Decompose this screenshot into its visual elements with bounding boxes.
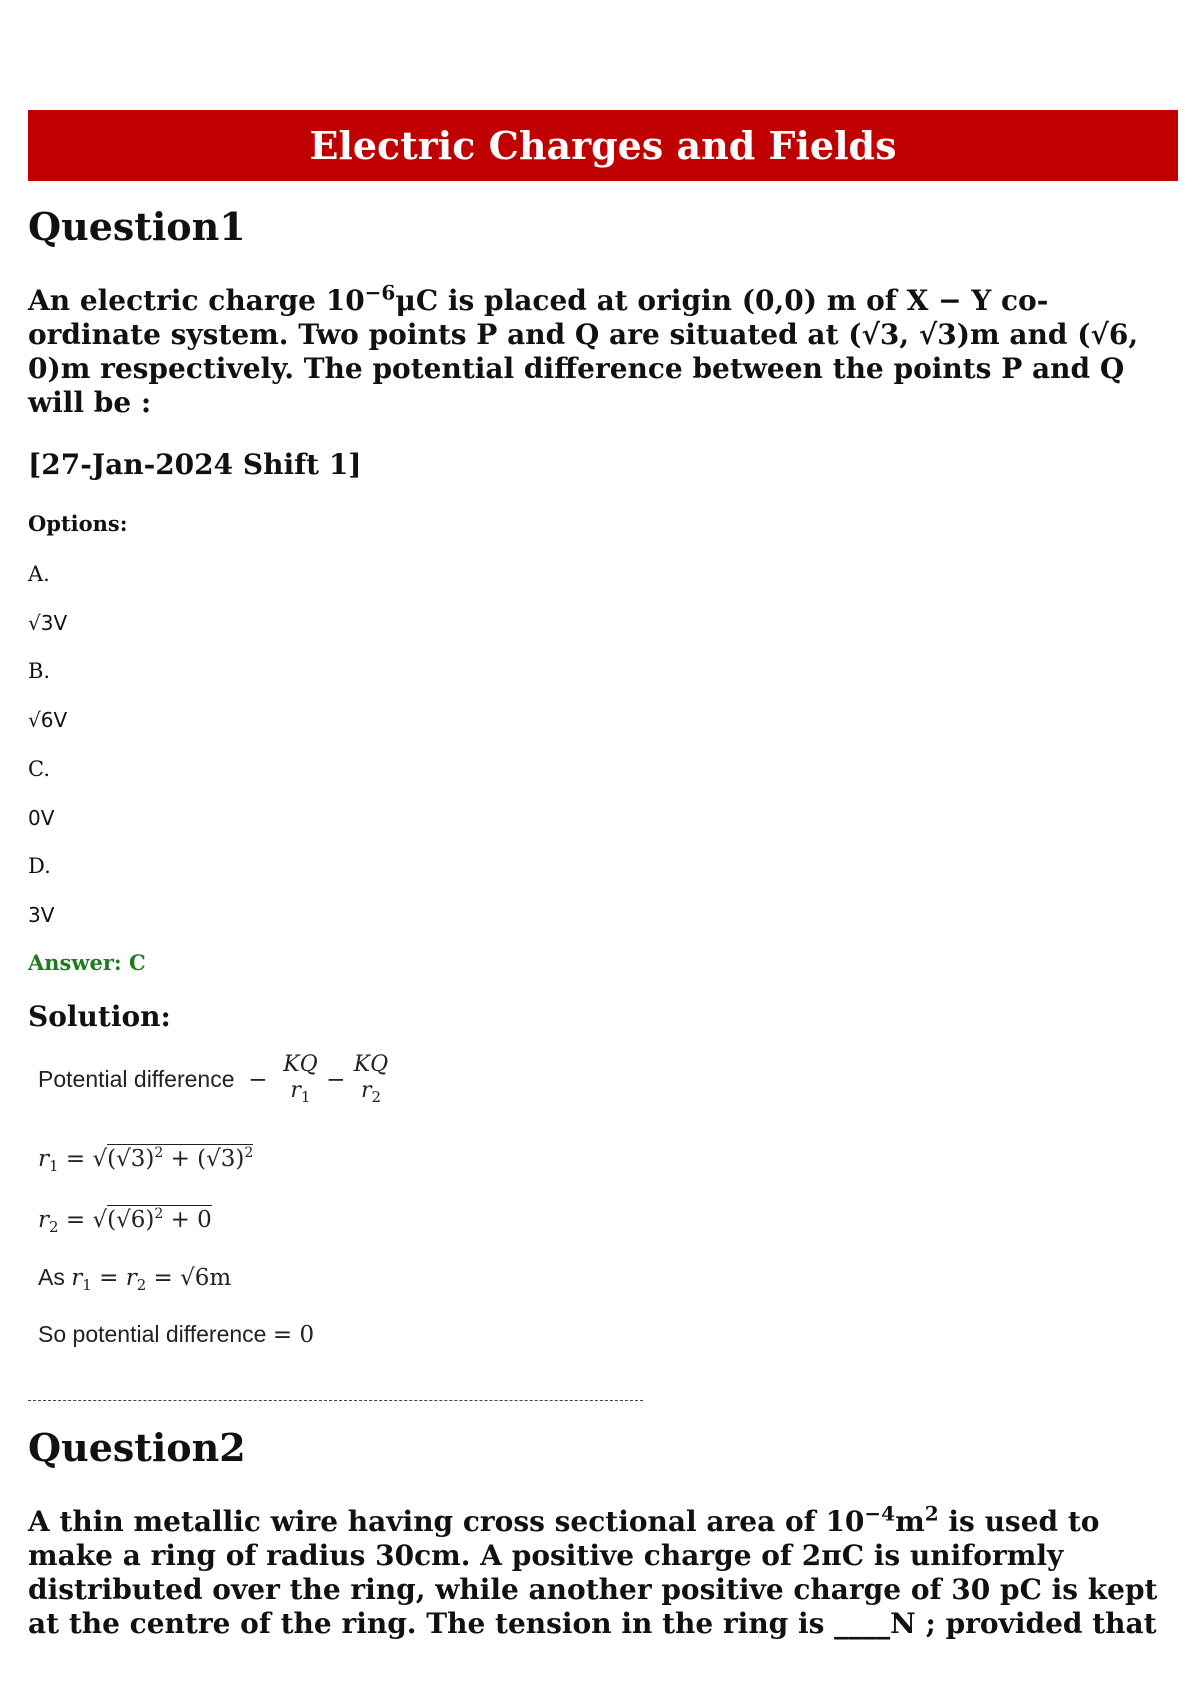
chapter-banner bbox=[28, 110, 1178, 181]
fraction-kq-r1: KQ $r_1$ bbox=[283, 1052, 318, 1106]
solution-line-5 bbox=[38, 1321, 314, 1348]
solution-unit-m: m bbox=[209, 1265, 232, 1291]
question-2-title: Question2 bbox=[28, 1425, 246, 1470]
option-a-letter: A. bbox=[28, 562, 50, 586]
solution-line-1: Potential difference − KQ $r_1$ − KQ $r_2$ bbox=[38, 1052, 390, 1110]
option-c-letter: C. bbox=[28, 757, 50, 781]
options-label: Options: bbox=[28, 511, 128, 536]
solution-line-5-value: = 0 bbox=[272, 1322, 315, 1348]
question-divider bbox=[28, 1400, 643, 1401]
question-1-text-b: μC is placed at origin (0,0) m of X − Y co-ordinate system. Two points P and Q are situated at (√3, √3)m and (√6, 0)m respectively. The potential difference between the points P and Q will be : bbox=[28, 284, 1139, 419]
question-2-text-sup1: −4 bbox=[864, 1501, 896, 1526]
question-2-text-c: is used to make a ring of radius 30cm. A positive charge of 2πC is uniformly distributed over the ring, while another positive charge of 30 pC is kept at the centre of the ring. The tension in the ring is ____N ; provided that bbox=[28, 1505, 1158, 1640]
question-2-text-b: m bbox=[895, 1505, 925, 1538]
question-1-text bbox=[28, 280, 1178, 420]
option-b-value: √6V bbox=[28, 708, 68, 732]
question-2-text-sup2: 2 bbox=[924, 1501, 939, 1526]
option-a-value: √3V bbox=[28, 611, 68, 635]
option-b-letter: B. bbox=[28, 659, 51, 683]
question-1-text-sup: −6 bbox=[364, 280, 396, 305]
option-d-letter: D. bbox=[28, 854, 51, 878]
question-2-text bbox=[28, 1501, 1178, 1641]
option-d-value: 3V bbox=[28, 903, 55, 927]
chapter-title: Electric Charges and Fields bbox=[309, 123, 897, 168]
question-1-text-a: An electric charge 10 bbox=[28, 284, 365, 317]
solution-line-3: $r_2 = √(√6)^2 + 0$ bbox=[38, 1206, 212, 1236]
question-1-shift: [27-Jan-2024 Shift 1] bbox=[28, 448, 362, 481]
option-c-value: 0V bbox=[28, 806, 55, 830]
solution-line-4-text: As bbox=[38, 1264, 65, 1290]
solution-line-4: As $r_1 = r_2 = √6m$ bbox=[38, 1264, 232, 1294]
solution-line-5-text: So potential difference bbox=[38, 1321, 267, 1347]
question-1-title: Question1 bbox=[28, 204, 246, 249]
solution-line-1-text: Potential difference bbox=[38, 1066, 235, 1093]
solution-label: Solution: bbox=[28, 1000, 171, 1033]
solution-line-2: $r_1 = √(√3)^2 + (√3)^2$ bbox=[38, 1145, 254, 1175]
answer-label: Answer: C bbox=[28, 950, 146, 975]
question-2-text-a: A thin metallic wire having cross sectional area of 10 bbox=[28, 1505, 865, 1538]
fraction-kq-r2: KQ $r_2$ bbox=[353, 1052, 389, 1106]
